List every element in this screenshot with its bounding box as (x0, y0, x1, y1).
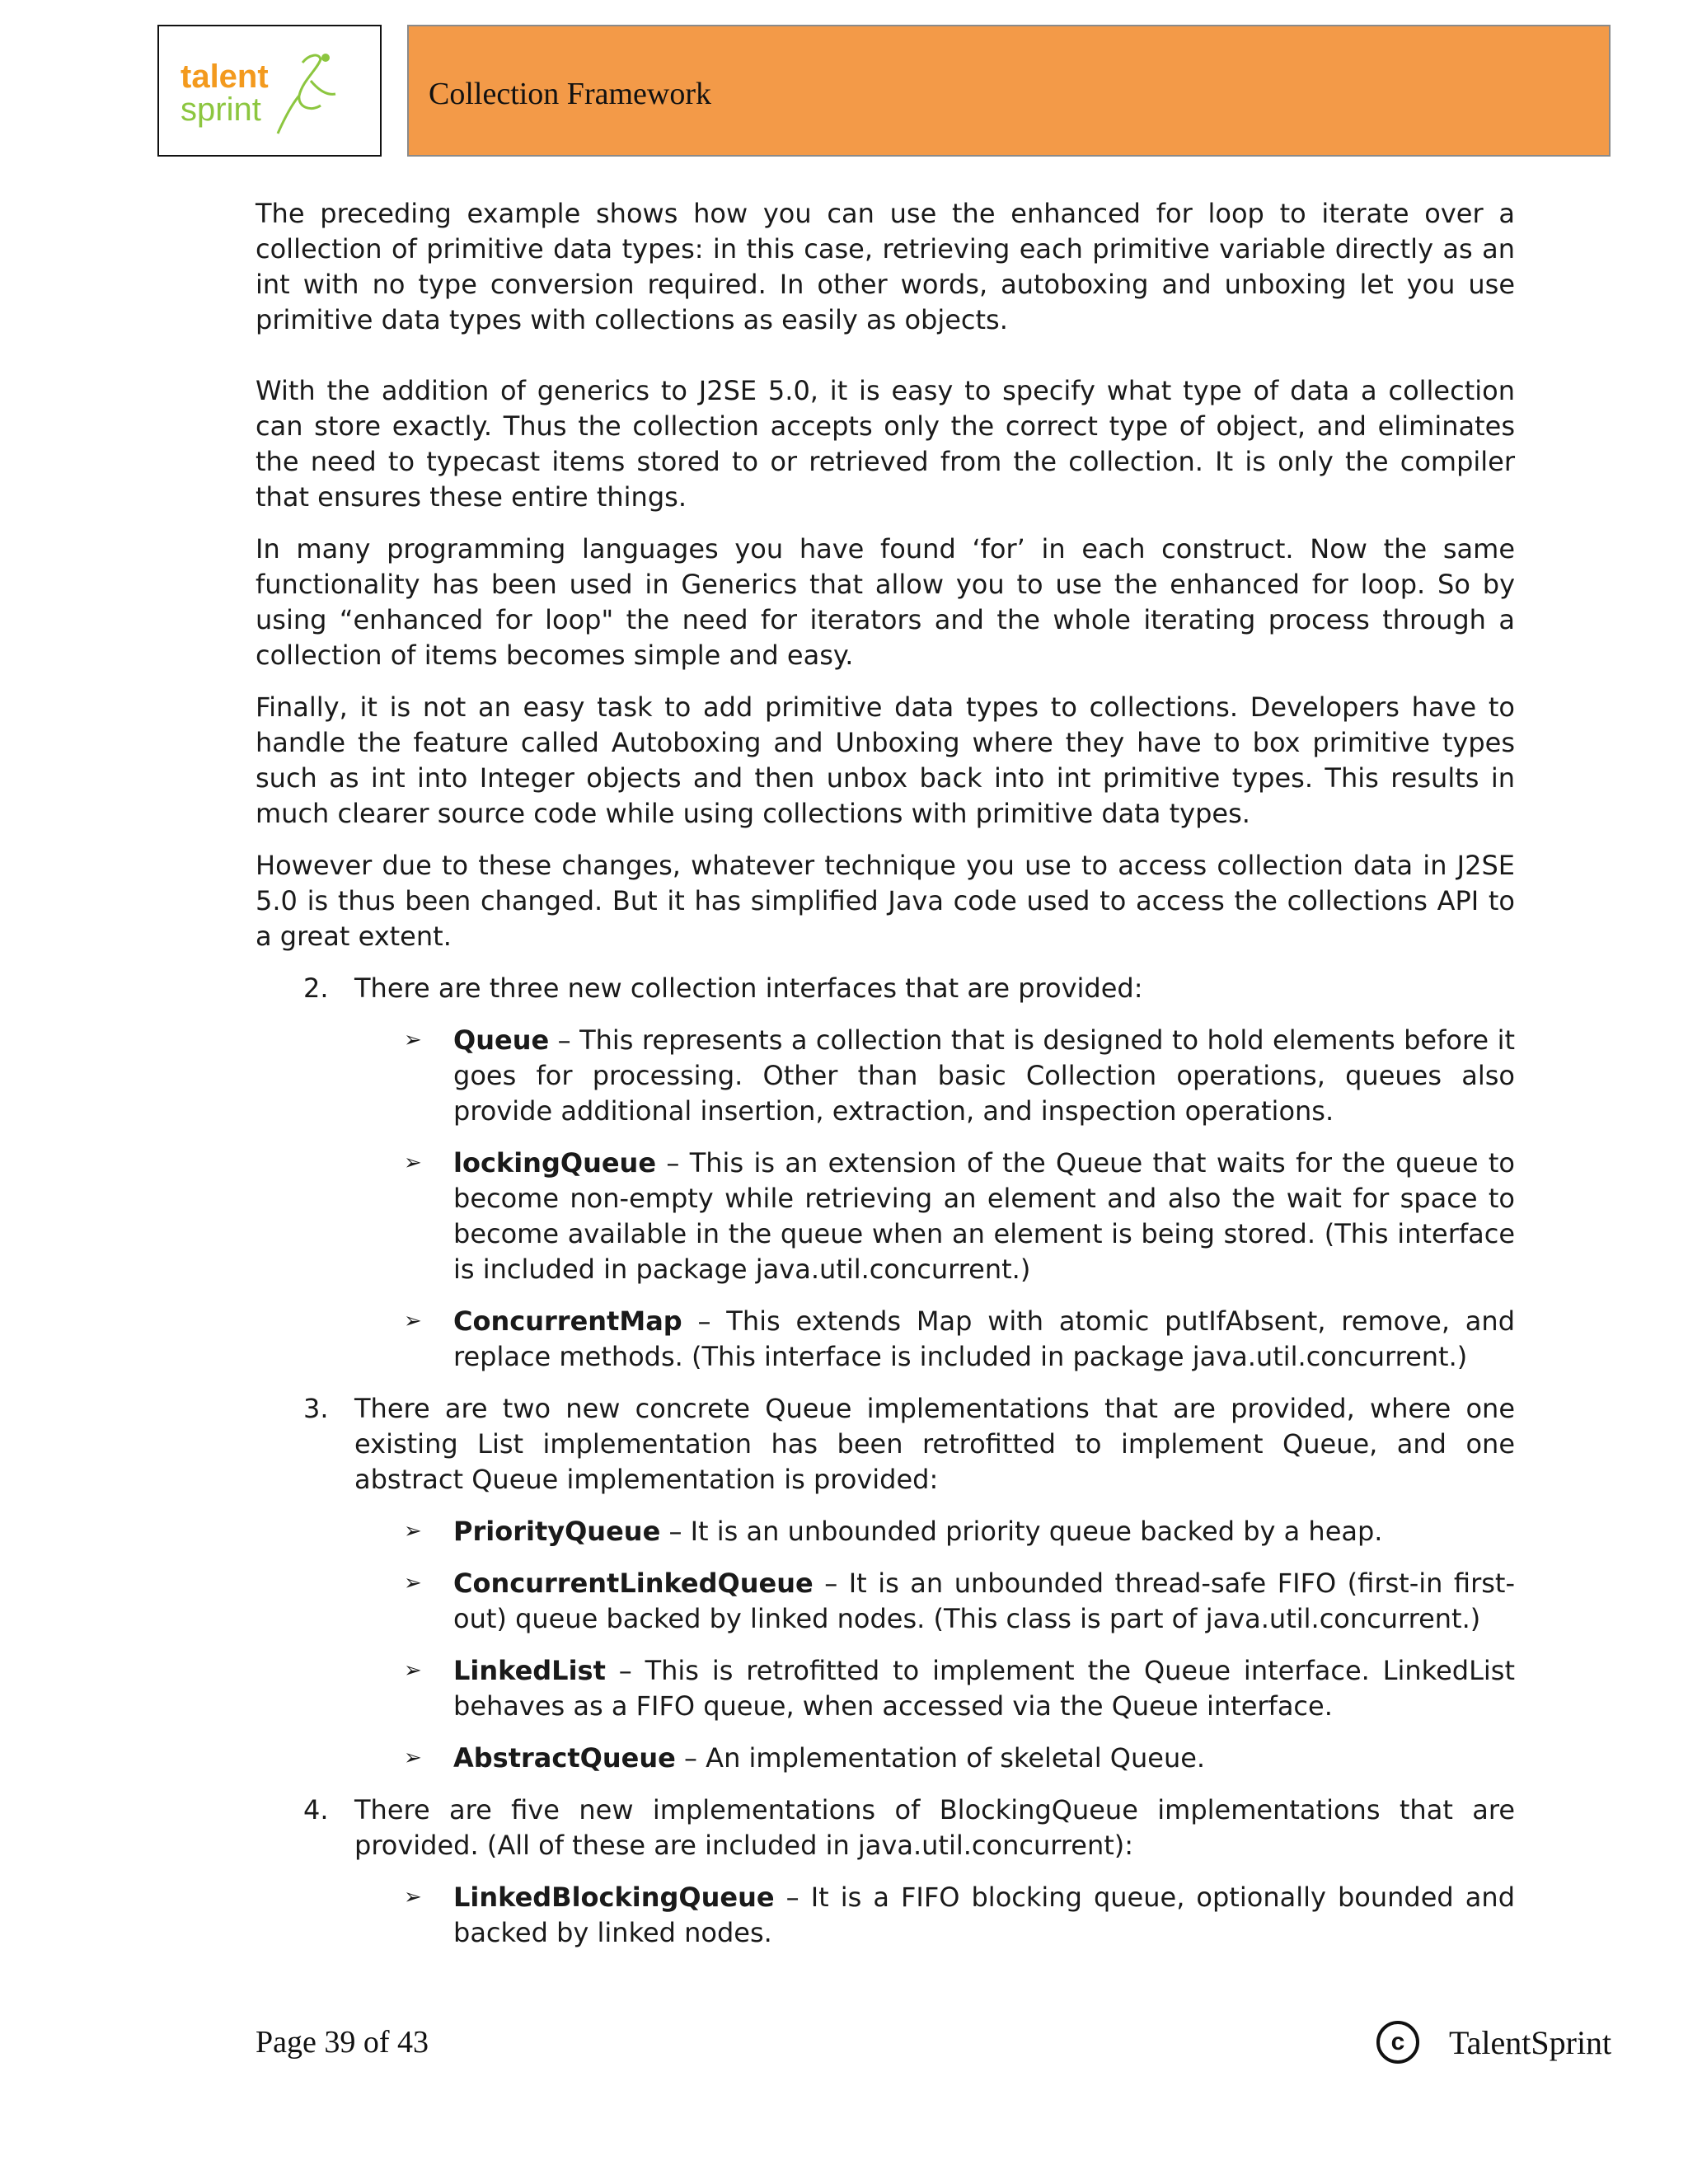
item-number: 3. (303, 1393, 329, 1424)
bullet-term: LinkedList (453, 1655, 606, 1686)
item-text: There are five new implementations of BlockingQueue implementations that are provided. (All of these are included in java.util.concurrent): (354, 1794, 1515, 1861)
document-title: Collection Framework (429, 77, 711, 111)
arrow-bullet-icon: ➢ (404, 1028, 422, 1052)
bullet-item (256, 1653, 1515, 1724)
arrow-bullet-icon: ➢ (404, 1571, 422, 1596)
arrow-bullet-icon: ➢ (404, 1885, 422, 1910)
numbered-item (256, 1391, 1515, 1497)
logo (157, 25, 382, 157)
bullet-term: ConcurrentMap (453, 1305, 682, 1337)
paragraph: In many programming languages you have found ‘for’ in each construct. Now the same functionality has been used in Generics that allow you to use the enhanced for loop. So by using “enhanced for loop" the need for iterators and the whole iterating process through a collection of items becomes simple and easy. (256, 533, 1515, 671)
bullet-text: – This represents a collection that is designed to hold elements before it goes for processing. Other than basic Collection operations, queues also provide additional insertion, extraction, and inspection operations. (453, 1024, 1515, 1127)
talentsprint-logo (179, 48, 360, 138)
bullet-term: LinkedBlockingQueue (453, 1882, 775, 1913)
bullet-item (256, 1023, 1515, 1129)
copyright-brand: TalentSprint (1449, 2023, 1612, 2061)
logo-text-sprint: sprint (181, 91, 261, 128)
page-content (256, 196, 1515, 1967)
bullet-term: ConcurrentLinkedQueue (453, 1568, 814, 1599)
numbered-item (256, 1793, 1515, 1863)
bullet-item (256, 1304, 1515, 1375)
bullet-text: – This extends Map with atomic putIfAbsent, remove, and replace methods. (This interface is included in package java.util.concurrent.) (453, 1305, 1515, 1372)
bullet-text: – An implementation of skeletal Queue. (675, 1742, 1206, 1774)
bullet-text: – This is retrofitted to implement the Queue interface. LinkedList behaves as a FIFO queue, when accessed via the Queue interface. (453, 1655, 1515, 1722)
arrow-bullet-icon: ➢ (404, 1309, 422, 1333)
arrow-bullet-icon: ➢ (404, 1658, 422, 1683)
item-number: 2. (303, 972, 329, 1004)
bullet-term: lockingQueue (453, 1147, 657, 1179)
bullet-text: – It is a FIFO blocking queue, optionally bounded and backed by linked nodes. (453, 1882, 1515, 1948)
numbered-item (256, 971, 1515, 1006)
logo-text-talent: talent (181, 59, 269, 95)
paragraph: However due to these changes, whatever technique you use to access collection data in J2SE 5.0 is thus been changed. But it has simplified Java code used to access the collections API to a great extent. (256, 850, 1515, 952)
bullet-text: – It is an unbounded thread-safe FIFO (first-in first-out) queue backed by linked nodes. (This class is part of java.util.concurrent.) (453, 1568, 1515, 1634)
copyright-footer (1376, 2021, 1611, 2064)
copyright-icon: c (1376, 2021, 1419, 2064)
item-text: There are two new concrete Queue implementations that are provided, where one existing List implementation has been retrofitted to implement Queue, and one abstract Queue implementation is provided: (354, 1393, 1515, 1495)
header-banner (407, 25, 1611, 157)
bullet-item (256, 1514, 1515, 1549)
arrow-bullet-icon: ➢ (404, 1151, 422, 1175)
bullet-term: AbstractQueue (453, 1742, 676, 1774)
bullet-text: – It is an unbounded priority queue backed by a heap. (660, 1516, 1383, 1547)
bullet-item (256, 1146, 1515, 1287)
page-number: Page 39 of 43 (256, 2025, 429, 2060)
bullet-term: Queue (453, 1024, 550, 1056)
arrow-bullet-icon: ➢ (404, 1746, 422, 1770)
paragraph: The preceding example shows how you can use the enhanced for loop to iterate over a collection of primitive data types: in this case, retrieving each primitive variable directly as an int with no type conversion required. In other words, autoboxing and unboxing let you use primitive data types with collections as easily as objects. (256, 198, 1515, 335)
bullet-item (256, 1741, 1515, 1776)
paragraph: Finally, it is not an easy task to add primitive data types to collections. Developers have to handle the feature called Autoboxing and Unboxing where they have to box primitive types such as int into Integer objects and then unbox back into int primitive types. This results in much clearer source code while using collections with primitive data types. (256, 691, 1515, 829)
item-number: 4. (303, 1794, 329, 1825)
bullet-term: PriorityQueue (453, 1516, 661, 1547)
arrow-bullet-icon: ➢ (404, 1519, 422, 1544)
paragraph: With the addition of generics to J2SE 5.0, it is easy to specify what type of data a collection can store exactly. Thus the collection accepts only the correct type of object, and eliminates the need to typecast items stored to or retrieved from the collection. It is only the compiler that ensures these entire things. (256, 375, 1515, 513)
item-text: There are three new collection interfaces that are provided: (354, 972, 1143, 1004)
bullet-item (256, 1880, 1515, 1951)
bullet-text: – This is an extension of the Queue that waits for the queue to become non-empty while retrieving an element and also the wait for space to become available in the queue when an element is being stored. (This interface is included in package java.util.concurrent.) (453, 1147, 1515, 1285)
bullet-item (256, 1566, 1515, 1637)
